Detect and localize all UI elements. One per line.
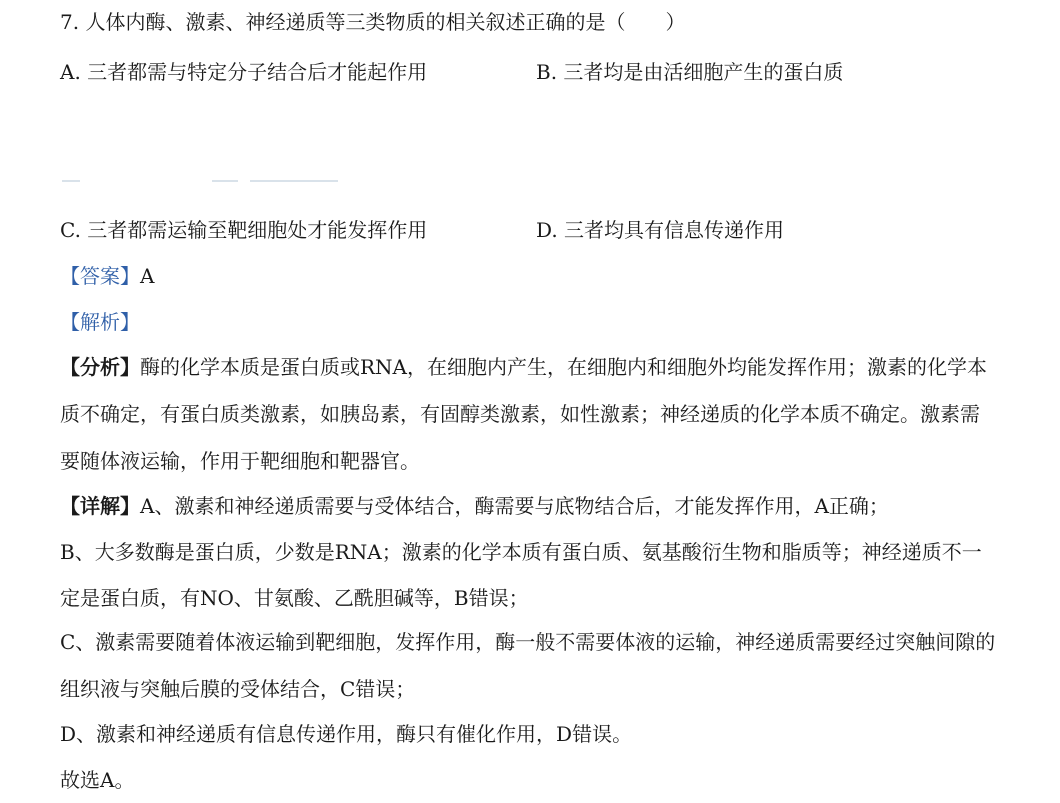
xiangjie-label: 【详解】 <box>60 494 140 518</box>
fenxi-text-1: 酶的化学本质是蛋白质或RNA，在细胞内产生，在细胞内和细胞外均能发挥作用；激素的化学本 <box>140 355 988 379</box>
scan-artifact <box>62 180 80 182</box>
fenxi-label: 【分析】 <box>60 355 140 379</box>
fenxi-line-3: 要随体液运输，作用于靶细胞和靶器官。 <box>60 449 420 473</box>
detail-line-b2: 定是蛋白质，有NO、甘氨酸、乙酰胆碱等，B错误； <box>60 586 529 610</box>
detail-line-d: D、激素和神经递质有信息传递作用，酶只有催化作用，D错误。 <box>60 722 633 746</box>
scan-artifact <box>250 180 338 182</box>
detail-line-c2: 组织液与突触后膜的受体结合，C错误； <box>60 677 416 701</box>
scan-artifact <box>212 180 238 182</box>
fenxi-line-1 <box>60 355 987 379</box>
answer-line <box>60 264 154 288</box>
answer-label: 【答案】 <box>60 264 140 288</box>
question-stem: 7. 人体内酶、激素、神经递质等三类物质的相关叙述正确的是（ ） <box>60 10 686 34</box>
option-d: D. 三者均具有信息传递作用 <box>536 218 785 242</box>
answer-value: A <box>140 264 155 288</box>
option-a: A. 三者都需与特定分子结合后才能起作用 <box>60 60 428 84</box>
option-c: C. 三者都需运输至靶细胞处才能发挥作用 <box>60 218 428 242</box>
xiangjie-line-1 <box>60 494 889 518</box>
xiangjie-text-1: A、激素和神经递质需要与受体结合，酶需要与底物结合后，才能发挥作用，A正确； <box>140 494 889 518</box>
analysis-label: 【解析】 <box>60 310 140 334</box>
conclusion-line: 故选A。 <box>60 768 135 792</box>
detail-line-c1: C、激素需要随着体液运输到靶细胞，发挥作用，酶一般不需要体液的运输，神经递质需要经过突触间隙的 <box>60 630 996 654</box>
detail-line-b1: B、大多数酶是蛋白质，少数是RNA；激素的化学本质有蛋白质、氨基酸衍生物和脂质等；神经递质不一 <box>60 540 982 564</box>
fenxi-line-2: 质不确定，有蛋白质类激素，如胰岛素，有固醇类激素，如性激素；神经递质的化学本质不确定。激素需 <box>60 402 980 426</box>
option-b: B. 三者均是由活细胞产生的蛋白质 <box>536 60 844 84</box>
